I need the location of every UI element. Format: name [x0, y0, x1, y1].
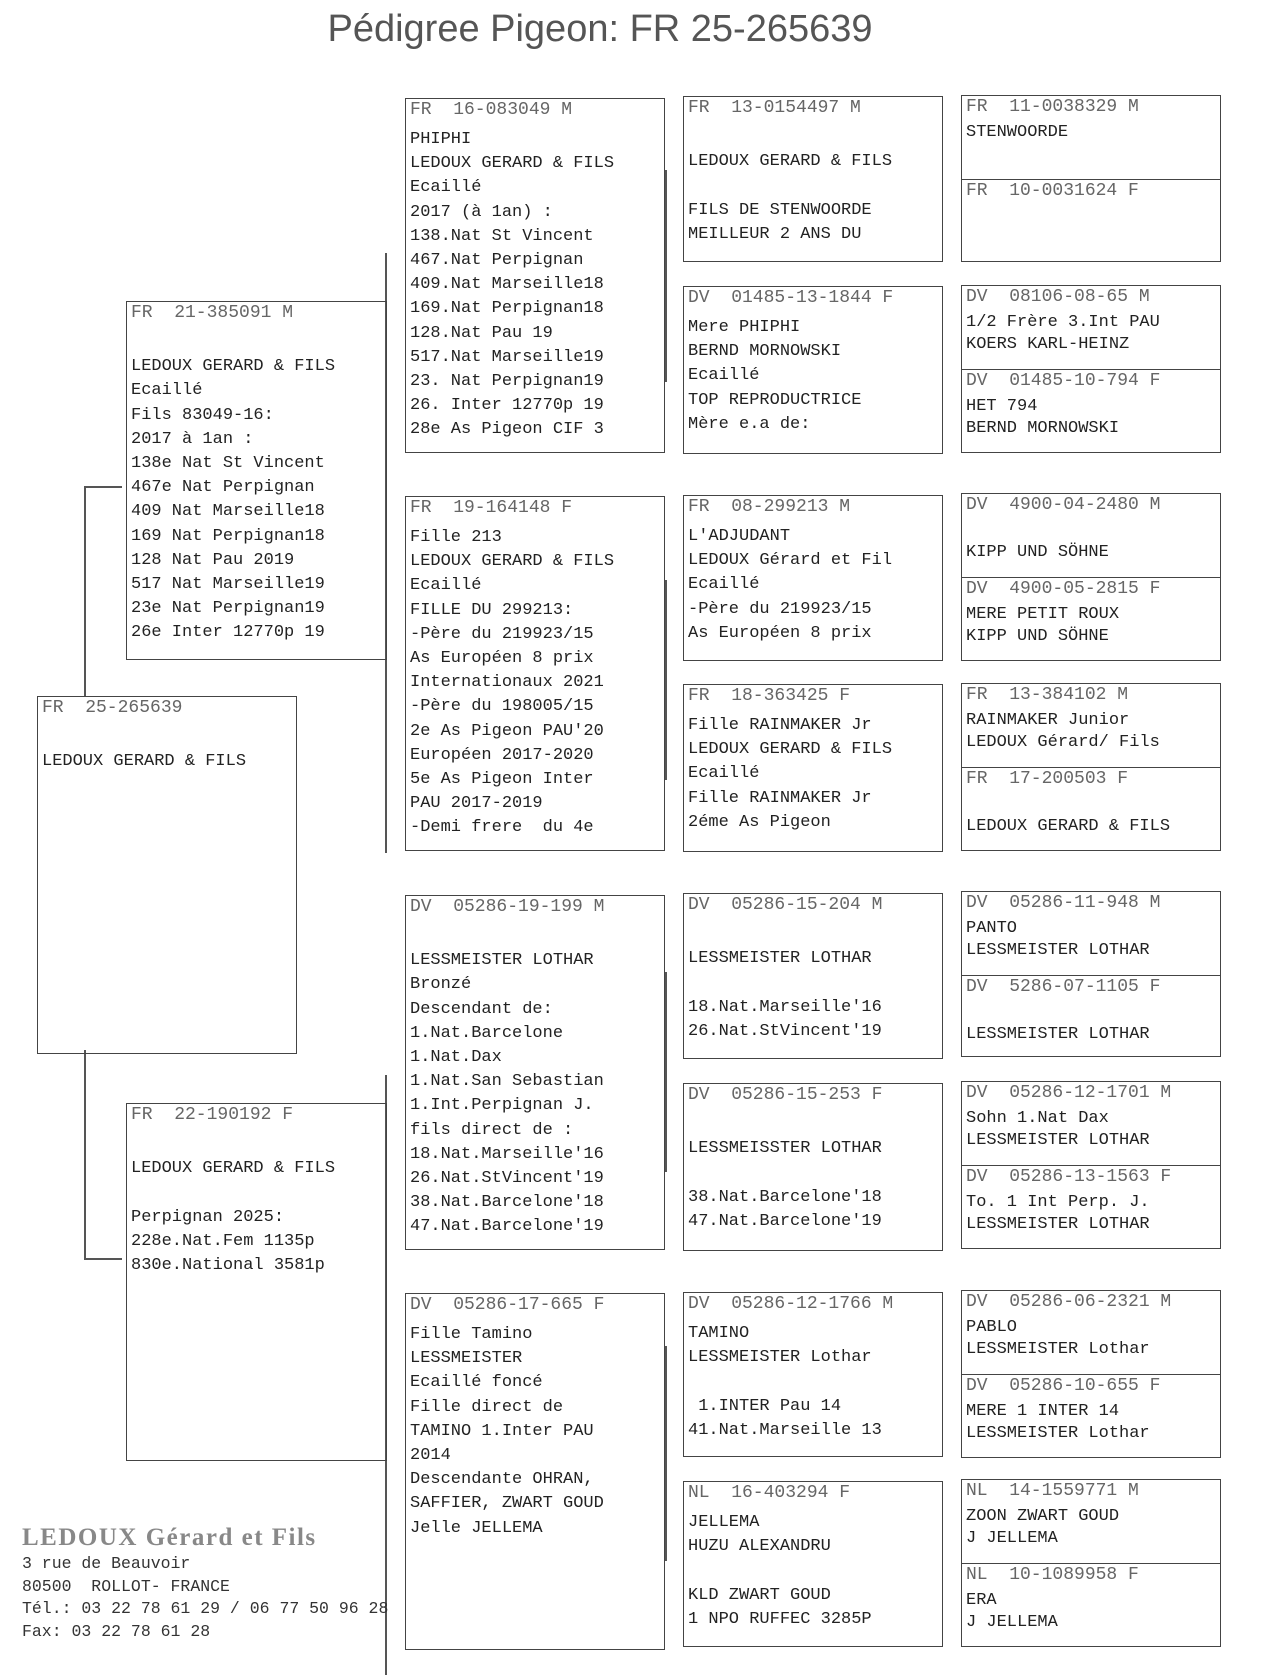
card-line: 169 Nat Perpignan18	[131, 526, 325, 546]
card-line	[966, 520, 1218, 542]
card-text	[410, 1323, 662, 1541]
breeder-info	[22, 1523, 388, 1643]
grandparent-card	[405, 1293, 665, 1650]
card-line: 18.Nat.Marseille'16	[688, 997, 882, 1017]
card-line: 138e Nat St Vincent	[131, 454, 325, 474]
card-text	[688, 525, 940, 646]
card-line: LEDOUX GERARD & FILS	[131, 357, 336, 377]
card-line: 128 Nat Pau 2019	[131, 550, 295, 570]
card-line: ERA	[966, 1591, 997, 1610]
card-line: 409.Nat Marseille18	[410, 275, 604, 295]
card-line: PAU 2017-2019	[410, 794, 543, 814]
grandparent-card	[405, 98, 665, 453]
ring-number: FR 21-385091 M	[131, 303, 294, 323]
card-line: LEDOUX GERARD & FILS	[42, 752, 247, 772]
card-line: 467e Nat Perpignan	[131, 478, 315, 498]
card-line: 467.Nat Perpignan	[410, 251, 584, 271]
card-text	[966, 1590, 1218, 1633]
card-line: LEDOUX Gérard et Fil	[688, 551, 893, 571]
ancestor-male	[962, 1480, 1220, 1563]
card-line: Fille 213	[410, 528, 502, 547]
card-line: PANTO	[966, 919, 1018, 938]
card-line: TOP REPRODUCTRICE	[688, 390, 862, 410]
ring-number: FR 10-0031624 F	[966, 181, 1139, 201]
card-line: 26.Nat.StVincent'19	[688, 1021, 882, 1041]
card-line: BERND MORNOWSKI	[966, 418, 1120, 438]
ring-number: DV 08106-08-65 M	[966, 287, 1150, 307]
card-text	[966, 1317, 1218, 1360]
card-line: LEDOUX GERARD & FILS	[410, 154, 615, 174]
ring-number: DV 05286-19-199 M	[410, 897, 605, 917]
card-line: 1.Nat.Dax	[410, 1048, 502, 1068]
card-line: LEDOUX Gérard/ Fils	[966, 732, 1160, 752]
ancestor-male	[962, 892, 1220, 975]
card-line: 1 NPO RUFFEC 3285P	[688, 1609, 872, 1629]
great-grandparent-card	[683, 684, 943, 852]
card-line: Ecaillé	[688, 575, 760, 595]
breeder-name: LEDOUX Gérard et Fils	[22, 1524, 317, 1551]
card-line: LESSMEISTER LOTHAR	[410, 951, 594, 971]
card-line: Fille Tamino	[410, 1325, 533, 1344]
ring-number: DV 05286-17-665 F	[410, 1295, 605, 1315]
card-line: Européen 2017-2020	[410, 745, 594, 765]
card-line: J JELLEMA	[966, 1528, 1058, 1548]
breeder-address: 3 rue de Beauvoir	[22, 1554, 191, 1573]
card-line: RAINMAKER Junior	[966, 711, 1130, 730]
card-text	[131, 331, 384, 646]
ancestor-female	[962, 1165, 1220, 1248]
card-line: Fils 83049-16:	[131, 405, 274, 425]
card-text	[410, 526, 662, 841]
ring-number: DV 05286-15-253 F	[688, 1085, 883, 1105]
great-grandparent-card	[683, 96, 943, 262]
card-line	[688, 1113, 940, 1137]
card-line: LESSMEISTER Lothar	[688, 1348, 872, 1368]
card-text	[966, 520, 1218, 563]
card-line: 128.Nat Pau 19	[410, 323, 553, 343]
card-line: 26e Inter 12770p 19	[131, 623, 325, 643]
ancestor-female	[962, 369, 1220, 452]
card-text	[966, 312, 1218, 355]
ring-number: DV 05286-15-204 M	[688, 895, 883, 915]
card-text	[966, 1002, 1218, 1045]
ancestor-female	[962, 179, 1220, 261]
ring-number: DV 5286-07-1105 F	[966, 977, 1161, 997]
card-text	[966, 710, 1218, 753]
card-text	[688, 316, 940, 437]
ancestor-female	[962, 1374, 1220, 1457]
card-line: Ecaillé	[131, 381, 203, 401]
ancestor-female	[962, 767, 1220, 850]
ancestor-male	[962, 1082, 1220, 1165]
card-line: 38.Nat.Barcelone'18	[410, 1193, 604, 1213]
great-great-grandparents-card	[961, 285, 1221, 453]
card-text	[688, 714, 940, 835]
great-grandparent-card	[683, 1083, 943, 1251]
card-line: 47.Nat.Barcelone'19	[688, 1211, 882, 1231]
ring-number: FR 16-083049 M	[410, 100, 573, 120]
card-line: L'ADJUDANT	[688, 527, 791, 546]
card-text	[688, 126, 940, 247]
ring-number: FR 08-299213 M	[688, 497, 851, 517]
card-line: As Européen 8 prix	[688, 623, 872, 643]
card-text	[966, 1401, 1218, 1444]
grandparent-card	[405, 496, 665, 851]
great-grandparent-card	[683, 1292, 943, 1457]
card-text	[410, 128, 662, 443]
great-grandparent-card	[683, 286, 943, 454]
card-line: 2014	[410, 1446, 451, 1466]
card-line	[688, 126, 940, 150]
card-line: 41.Nat.Marseille 13	[688, 1420, 882, 1440]
card-text	[688, 923, 940, 1044]
card-line: J JELLEMA	[966, 1612, 1058, 1632]
card-line: LESSMEISTER LOTHAR	[966, 1024, 1150, 1044]
ring-number: FR 17-200503 F	[966, 769, 1129, 789]
page-title: Pédigree Pigeon: FR 25-265639	[327, 8, 873, 50]
card-text	[966, 1192, 1218, 1235]
card-text	[966, 122, 1218, 144]
ring-number: DV 05286-11-948 M	[966, 893, 1161, 913]
ring-number: FR 25-265639	[42, 698, 183, 718]
subject-pigeon-card	[37, 696, 297, 1054]
card-text	[966, 1506, 1218, 1549]
card-line: 169.Nat Perpignan18	[410, 299, 604, 319]
great-grandparent-card	[683, 893, 943, 1059]
card-line: MEILLEUR 2 ANS DU	[688, 224, 862, 244]
card-line: LEDOUX GERARD & FILS	[688, 152, 893, 172]
card-line: LESSMEISSTER LOTHAR	[688, 1139, 882, 1159]
card-line: 138.Nat St Vincent	[410, 226, 594, 246]
card-line: 228e.Nat.Fem 1135p	[131, 1231, 315, 1251]
card-line: Mere PHIPHI	[688, 318, 801, 337]
card-line: LESSMEISTER LOTHAR	[966, 1130, 1150, 1150]
breeder-fax: Fax: 03 22 78 61 28	[22, 1621, 211, 1641]
ring-number: DV 01485-13-1844 F	[688, 288, 894, 308]
ring-number: DV 05286-13-1563 F	[966, 1167, 1172, 1187]
card-line: LEDOUX GERARD & FILS	[131, 1159, 336, 1179]
great-great-grandparents-card	[961, 1290, 1221, 1458]
card-line: Ecaillé	[410, 576, 482, 596]
ring-number: DV 05286-06-2321 M	[966, 1292, 1172, 1312]
card-line: KLD ZWART GOUD	[688, 1585, 831, 1605]
card-line: KOERS KARL-HEINZ	[966, 334, 1130, 354]
card-line: 23e Nat Perpignan19	[131, 599, 325, 619]
card-line: Ecaillé	[688, 764, 760, 784]
ring-number: NL 14-1559771 M	[966, 1481, 1139, 1501]
card-line	[688, 174, 940, 198]
card-line: MERE PETIT ROUX	[966, 605, 1120, 624]
card-line: Perpignan 2025:	[131, 1207, 285, 1227]
card-line: Jelle JELLEMA	[410, 1518, 543, 1538]
card-line: -Père du 219923/15	[688, 599, 872, 619]
card-line: Sohn 1.Nat Dax	[966, 1109, 1109, 1128]
card-line: 5e As Pigeon Inter	[410, 770, 594, 790]
card-text	[966, 1108, 1218, 1151]
breeder-phone: Tél.: 03 22 78 61 29 / 06 77 50 96 28	[22, 1599, 389, 1618]
card-line: Bronzé	[410, 975, 472, 995]
card-line: 517.Nat Marseille19	[410, 347, 604, 367]
card-line: 1.Nat.San Sebastian	[410, 1072, 604, 1092]
card-line: PABLO	[966, 1318, 1018, 1337]
card-line: TAMINO	[688, 1324, 750, 1343]
card-line: Ecaillé	[688, 366, 760, 386]
card-line: KIPP UND SÖHNE	[966, 542, 1109, 562]
ancestor-male	[962, 494, 1220, 577]
card-line	[42, 726, 294, 750]
great-great-grandparents-card	[961, 493, 1221, 661]
card-line: fils direct de :	[410, 1120, 574, 1140]
card-line	[688, 1370, 940, 1394]
card-line: -Père du 219923/15	[410, 624, 594, 644]
dam-card	[126, 1103, 387, 1461]
card-line: Ecaillé	[410, 178, 482, 198]
card-text	[966, 794, 1218, 837]
card-line: LESSMEISTER LOTHAR	[966, 940, 1150, 960]
card-line: 830e.National 3581p	[131, 1256, 325, 1276]
card-text	[42, 726, 294, 774]
card-text	[688, 1113, 940, 1234]
card-line: LESSMEISTER Lothar	[966, 1423, 1150, 1443]
card-line: Fille RAINMAKER Jr	[688, 788, 872, 808]
card-line: 47.Nat.Barcelone'19	[410, 1217, 604, 1237]
card-line: 23. Nat Perpignan19	[410, 372, 604, 392]
breeder-city: 80500 ROLLOT- FRANCE	[22, 1576, 230, 1596]
ring-number: FR 11-0038329 M	[966, 97, 1139, 117]
ring-number: DV 4900-05-2815 F	[966, 579, 1161, 599]
card-line: 1.INTER Pau 14	[688, 1396, 842, 1416]
ancestor-male	[962, 286, 1220, 369]
ancestor-male	[962, 96, 1220, 179]
card-line: LEDOUX GERARD & FILS	[966, 816, 1171, 836]
great-great-grandparents-card	[961, 1081, 1221, 1249]
card-line: As Européen 8 prix	[410, 649, 594, 669]
card-line: 2e As Pigeon PAU'20	[410, 721, 604, 741]
card-line: MERE 1 INTER 14	[966, 1402, 1120, 1421]
ancestor-female	[962, 1563, 1220, 1646]
card-line: HUZU ALEXANDRU	[688, 1537, 831, 1557]
card-line: 1/2 Frère 3.Int PAU	[966, 313, 1160, 332]
card-line: 28e As Pigeon CIF 3	[410, 420, 604, 440]
card-line	[966, 794, 1218, 816]
card-line: BERND MORNOWSKI	[688, 342, 842, 362]
great-grandparent-card	[683, 1481, 943, 1647]
grandparent-card	[405, 895, 665, 1250]
card-line: PHIPHI	[410, 130, 472, 149]
ancestor-female	[962, 975, 1220, 1056]
ancestor-male	[962, 684, 1220, 767]
card-line: LEDOUX GERARD & FILS	[688, 740, 893, 760]
ring-number: NL 16-403294 F	[688, 1483, 851, 1503]
ring-number: FR 13-0154497 M	[688, 98, 861, 118]
card-line: 517 Nat Marseille19	[131, 575, 325, 595]
card-line: Fille direct de	[410, 1397, 564, 1417]
card-line: 26. Inter 12770p 19	[410, 396, 604, 416]
card-line	[131, 1181, 384, 1205]
card-line: LESSMEISTER Lothar	[966, 1339, 1150, 1359]
card-line: 1.Int.Perpignan J.	[410, 1096, 594, 1116]
card-line: 409 Nat Marseille18	[131, 502, 325, 522]
card-line: Descendante OHRAN,	[410, 1470, 594, 1490]
card-text	[688, 1322, 940, 1443]
ring-number: NL 10-1089958 F	[966, 1565, 1139, 1585]
card-line: FILLE DU 299213:	[410, 600, 574, 620]
card-line	[688, 923, 940, 947]
great-grandparent-card	[683, 495, 943, 661]
card-line: 2éme As Pigeon	[688, 812, 831, 832]
great-great-grandparents-card	[961, 683, 1221, 851]
card-line	[131, 1133, 384, 1157]
card-line: 18.Nat.Marseille'16	[410, 1144, 604, 1164]
card-line: Fille RAINMAKER Jr	[688, 716, 872, 735]
card-line: LESSMEISTER	[410, 1349, 523, 1369]
ring-number: DV 05286-12-1701 M	[966, 1083, 1172, 1103]
card-line: JELLEMA	[688, 1513, 760, 1532]
card-line: 38.Nat.Barcelone'18	[688, 1187, 882, 1207]
card-line: -Demi frere du 4e	[410, 818, 594, 838]
card-line	[410, 925, 662, 949]
card-line: Internationaux 2021	[410, 673, 604, 693]
card-line	[688, 971, 940, 995]
great-great-grandparents-card	[961, 1479, 1221, 1647]
card-line: 2017 (à 1an) :	[410, 202, 553, 222]
card-text	[410, 925, 662, 1240]
card-line: 1.Nat.Barcelone	[410, 1023, 564, 1043]
ring-number: DV 05286-10-655 F	[966, 1376, 1161, 1396]
card-line: 2017 à 1an :	[131, 429, 254, 449]
ring-number: FR 18-363425 F	[688, 686, 851, 706]
ring-number: DV 01485-10-794 F	[966, 371, 1161, 391]
card-line	[966, 1002, 1218, 1024]
ring-number: FR 13-384102 M	[966, 685, 1129, 705]
card-text	[966, 396, 1218, 439]
card-line: To. 1 Int Perp. J.	[966, 1193, 1150, 1212]
card-line: 26.Nat.StVincent'19	[410, 1169, 604, 1189]
great-great-grandparents-card	[961, 891, 1221, 1057]
card-line: Mère e.a de:	[688, 414, 811, 434]
card-line: STENWOORDE	[966, 123, 1069, 142]
card-line: SAFFIER, ZWART GOUD	[410, 1494, 604, 1514]
card-line: ZOON ZWART GOUD	[966, 1507, 1120, 1526]
ring-number: FR 22-190192 F	[131, 1105, 294, 1125]
great-great-grandparents-card	[961, 95, 1221, 262]
ring-number: DV 4900-04-2480 M	[966, 495, 1161, 515]
card-line: FILS DE STENWOORDE	[688, 200, 872, 220]
card-line: Descendant de:	[410, 999, 553, 1019]
card-text	[131, 1133, 384, 1278]
card-text	[688, 1511, 940, 1632]
card-line: Ecaillé foncé	[410, 1373, 543, 1393]
ring-number: FR 19-164148 F	[410, 498, 573, 518]
card-line: -Père du 198005/15	[410, 697, 594, 717]
card-line: HET 794	[966, 397, 1038, 416]
card-line	[131, 331, 384, 355]
sire-card	[126, 301, 387, 660]
ancestor-female	[962, 577, 1220, 660]
ring-number: DV 05286-12-1766 M	[688, 1294, 894, 1314]
card-text	[966, 604, 1218, 647]
card-text	[966, 918, 1218, 961]
card-line: TAMINO 1.Inter PAU	[410, 1421, 594, 1441]
card-line: LESSMEISTER LOTHAR	[688, 949, 872, 969]
ancestor-male	[962, 1291, 1220, 1374]
card-line: LEDOUX GERARD & FILS	[410, 552, 615, 572]
card-line: LESSMEISTER LOTHAR	[966, 1214, 1150, 1234]
card-line: KIPP UND SÖHNE	[966, 626, 1109, 646]
card-line	[688, 1161, 940, 1185]
card-line	[688, 1559, 940, 1583]
